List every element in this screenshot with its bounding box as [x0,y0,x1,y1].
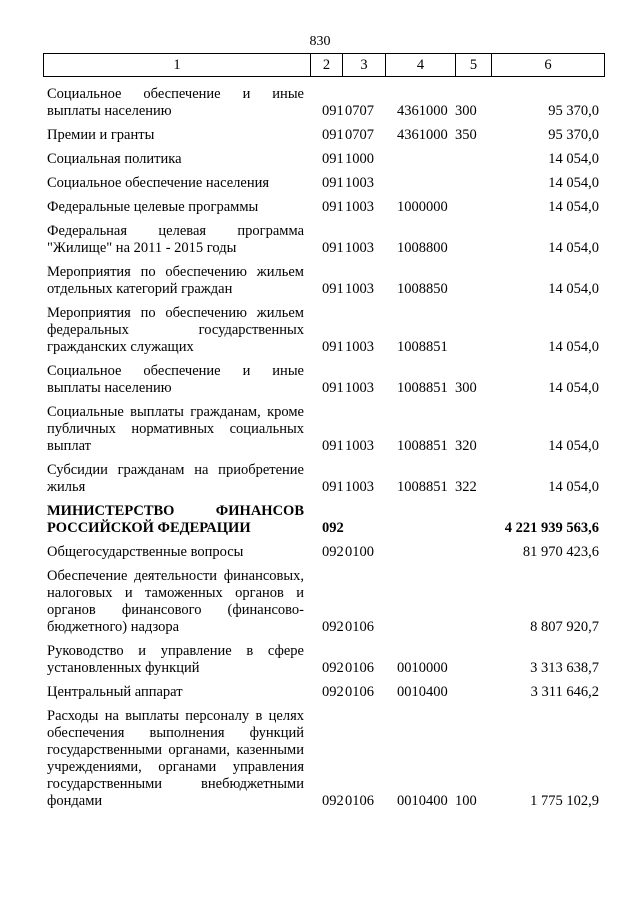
section-code: 0106 [345,684,374,700]
expense-type-code: 300 [455,380,477,396]
expense-type-code: 100 [455,793,477,809]
item-name: Субсидии гражданам на приобретение жилья [47,462,304,495]
table-row [43,458,604,499]
table-row [43,219,604,260]
admin-code: 091 [322,281,344,297]
target-code: 1008851 [397,339,448,355]
section-code: 0100 [345,544,374,560]
admin-code: 092 [322,684,344,700]
table-row [43,639,604,680]
table-row [43,564,604,639]
table-row [43,680,604,704]
target-code: 1008850 [397,281,448,297]
target-code: 4361000 [397,127,448,143]
admin-code: 091 [322,127,344,143]
amount: 14 054,0 [548,199,599,215]
table-header [43,53,605,77]
section-code: 0707 [345,103,374,119]
section-code: 0707 [345,127,374,143]
amount: 14 054,0 [548,175,599,191]
item-name: Мероприятия по обеспечению жильем отдельных категорий граждан [47,264,304,297]
target-code: 1008851 [397,380,448,396]
section-code: 0106 [345,660,374,676]
budget-table [43,82,604,813]
amount: 1 775 102,9 [530,793,599,809]
amount: 14 054,0 [548,380,599,396]
expense-type-code: 300 [455,103,477,119]
expense-type-code [455,639,491,680]
admin-code: 091 [322,479,344,495]
admin-code: 092 [322,660,344,676]
amount: 81 970 423,6 [522,544,599,560]
target-code: 1000000 [397,199,448,215]
table-row [43,147,604,171]
section-code: 1003 [345,339,374,355]
target-code: 4361000 [397,103,448,119]
table-row [43,195,604,219]
section-code: 1000 [345,151,374,167]
amount: 14 054,0 [548,438,599,454]
target-code [385,171,455,195]
admin-code: 091 [322,151,344,167]
expense-type-code [455,564,491,639]
expense-type-code [455,499,491,540]
item-name: Центральный аппарат [47,684,183,700]
table-row [43,260,604,301]
admin-code: 092 [322,619,344,635]
section-code: 1003 [345,175,374,191]
amount: 4 221 939 563,6 [504,520,599,536]
item-name: Мероприятия по обеспечению жильем федеральных государственных гражданских служащих [47,305,304,355]
item-name: МИНИСТЕРСТВО ФИНАНСОВ РОССИЙСКОЙ ФЕДЕРАЦИИ [47,503,304,536]
page-number: 830 [309,34,331,49]
amount: 3 313 638,7 [530,660,599,676]
item-name: Расходы на выплаты персоналу в целях обеспечения выполнения функций государственными органами, казенными учреждениями, органами управления государственными внебюджетными фондами [47,708,304,809]
admin-code: 091 [322,240,344,256]
item-name: Социальное обеспечение населения [47,175,270,191]
item-name: Социальные выплаты гражданам, кроме публичных нормативных социальных выплат [47,404,304,454]
section-code: 1003 [345,199,374,215]
table-row [43,82,604,123]
target-code: 0010400 [397,793,448,809]
target-code [385,564,455,639]
header-col-1: 1 [44,54,311,77]
admin-code: 092 [322,520,344,536]
section-code: 1003 [345,240,374,256]
item-name: Обеспечение деятельности финансовых, налоговых и таможенных органов и органов финансового (финансово-бюджетного) надзора [47,568,304,635]
amount: 14 054,0 [548,151,599,167]
admin-code: 091 [322,438,344,454]
item-name: Общегосударственные вопросы [47,544,244,560]
expense-type-code [455,195,491,219]
header-col-3: 3 [343,54,386,77]
table-row [43,540,604,564]
expense-type-code [455,260,491,301]
admin-code: 091 [322,199,344,215]
expense-type-code [455,301,491,359]
item-name: Социальное обеспечение и иные выплаты населению [47,86,304,119]
target-code: 1008851 [397,479,448,495]
admin-code: 091 [322,103,344,119]
item-name: Премии и гранты [47,127,155,143]
target-code: 0010400 [397,684,448,700]
amount: 95 370,0 [548,127,599,143]
expense-type-code [455,147,491,171]
header-col-6: 6 [492,54,605,77]
section-code: 1003 [345,281,374,297]
header-col-2: 2 [311,54,343,77]
expense-type-code [455,680,491,704]
expense-type-code: 350 [455,127,477,143]
admin-code: 091 [322,380,344,396]
expense-type-code [455,171,491,195]
expense-type-code [455,219,491,260]
expense-type-code: 320 [455,438,477,454]
amount: 14 054,0 [548,281,599,297]
target-code: 0010000 [397,660,448,676]
section-code: 0106 [345,793,374,809]
item-name: Социальная политика [47,151,182,167]
item-name: Федеральные целевые программы [47,199,259,215]
table-row [43,301,604,359]
amount: 14 054,0 [548,479,599,495]
admin-code: 091 [322,339,344,355]
target-code: 1008800 [397,240,448,256]
target-code: 1008851 [397,438,448,454]
target-code [385,540,455,564]
amount: 8 807 920,7 [530,619,599,635]
expense-type-code: 322 [455,479,477,495]
section-code: 0106 [345,619,374,635]
amount: 14 054,0 [548,240,599,256]
amount: 3 311 646,2 [530,684,599,700]
section-code: 1003 [345,479,374,495]
admin-code: 092 [322,793,344,809]
amount: 14 054,0 [548,339,599,355]
header-col-4: 4 [386,54,456,77]
target-code [385,147,455,171]
item-name: Руководство и управление в сфере установленных функций [47,643,304,676]
admin-code: 091 [322,175,344,191]
table-row [43,171,604,195]
header-row [44,54,605,77]
admin-code: 092 [322,544,344,560]
header-col-5: 5 [456,54,492,77]
table-row [43,123,604,147]
table-row [43,359,604,400]
section-code: 1003 [345,380,374,396]
amount: 95 370,0 [548,103,599,119]
section-code [342,499,385,540]
expense-type-code [455,540,491,564]
item-name: Социальное обеспечение и иные выплаты населению [47,363,304,396]
section-code: 1003 [345,438,374,454]
table-row [43,499,604,540]
target-code [385,499,455,540]
table-row [43,400,604,458]
table-row [43,704,604,813]
item-name: Федеральная целевая программа "Жилище" на 2011 - 2015 годы [47,223,304,256]
